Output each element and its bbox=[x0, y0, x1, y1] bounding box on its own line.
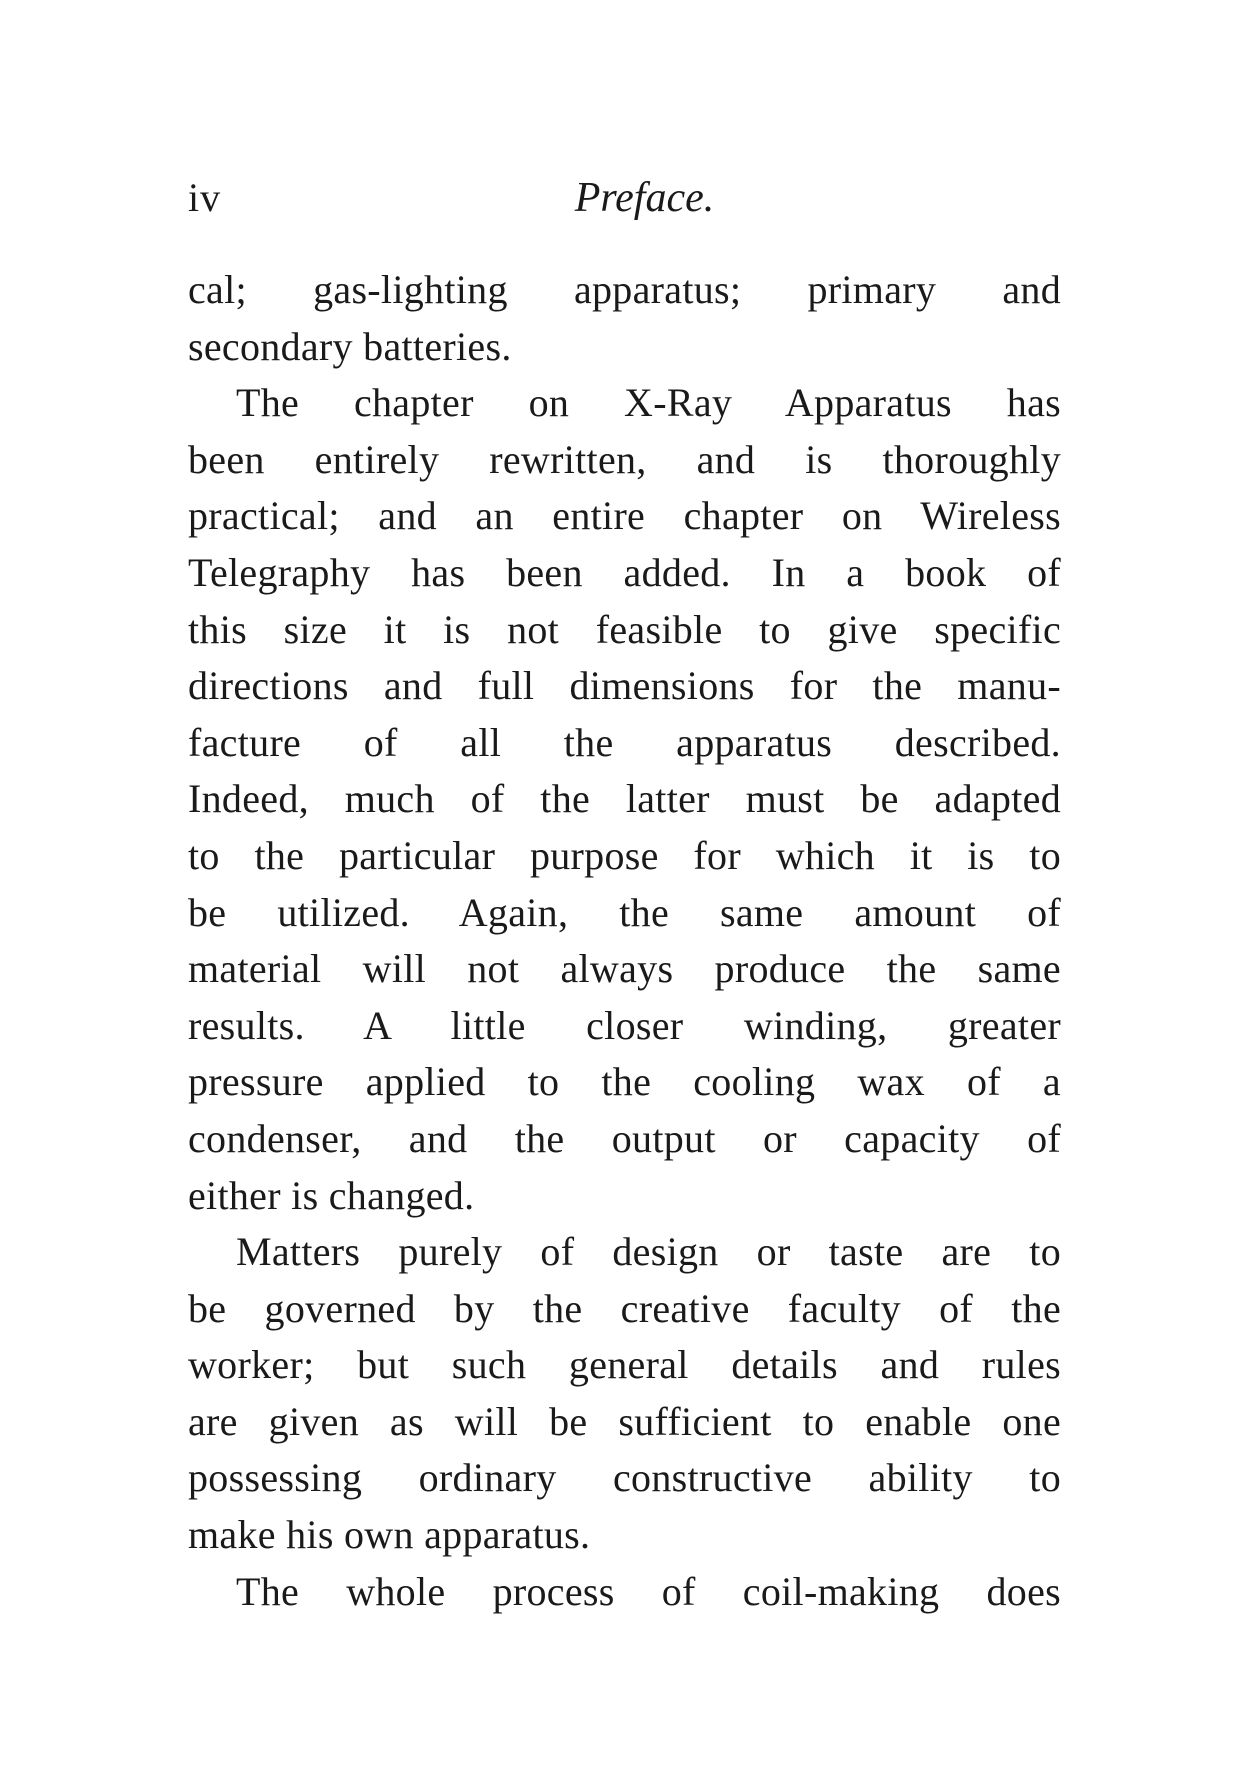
text-line: pressure applied to the cooling wax of a bbox=[188, 1059, 1061, 1105]
text-line: practical; and an entire chapter on Wireless bbox=[188, 493, 1061, 539]
running-title: Preface. bbox=[574, 175, 715, 221]
page-header bbox=[188, 170, 1061, 226]
text-line: secondary batteries. bbox=[188, 323, 512, 369]
text-line: directions and full dimensions for the manu- bbox=[188, 663, 1061, 709]
text-line: possessing ordinary constructive ability to bbox=[188, 1455, 1061, 1501]
text-line: facture of all the apparatus described. bbox=[188, 719, 1061, 765]
text-line: worker; but such general details and rules bbox=[188, 1342, 1061, 1388]
text-line: Indeed, much of the latter must be adapted bbox=[188, 776, 1061, 822]
text-line: been entirely rewritten, and is thoroughly bbox=[188, 436, 1061, 482]
text-line: be governed by the creative faculty of the bbox=[188, 1285, 1061, 1331]
text-line: Matters purely of design or taste are to bbox=[236, 1229, 1061, 1275]
text-line: results. A little closer winding, greater bbox=[188, 1002, 1061, 1048]
text-line: condenser, and the output or capacity of bbox=[188, 1115, 1061, 1161]
body-text bbox=[188, 262, 1061, 1620]
text-line: be utilized. Again, the same amount of bbox=[188, 889, 1061, 935]
text-line: are given as will be sufficient to enable one bbox=[188, 1398, 1061, 1444]
text-line: material will not always produce the same bbox=[188, 946, 1061, 992]
page-number: iv bbox=[188, 175, 222, 220]
text-line: make his own apparatus. bbox=[188, 1512, 591, 1558]
text-line: this size it is not feasible to give specific bbox=[188, 606, 1061, 652]
text-line: to the particular purpose for which it is to bbox=[188, 832, 1061, 878]
text-line: The chapter on X-Ray Apparatus has bbox=[236, 380, 1061, 426]
text-line: either is changed. bbox=[188, 1172, 475, 1218]
text-line: Telegraphy has been added. In a book of bbox=[188, 549, 1061, 595]
text-line: The whole process of coil-making does bbox=[236, 1568, 1061, 1614]
text-line: cal; gas-lighting apparatus; primary and bbox=[188, 267, 1061, 312]
